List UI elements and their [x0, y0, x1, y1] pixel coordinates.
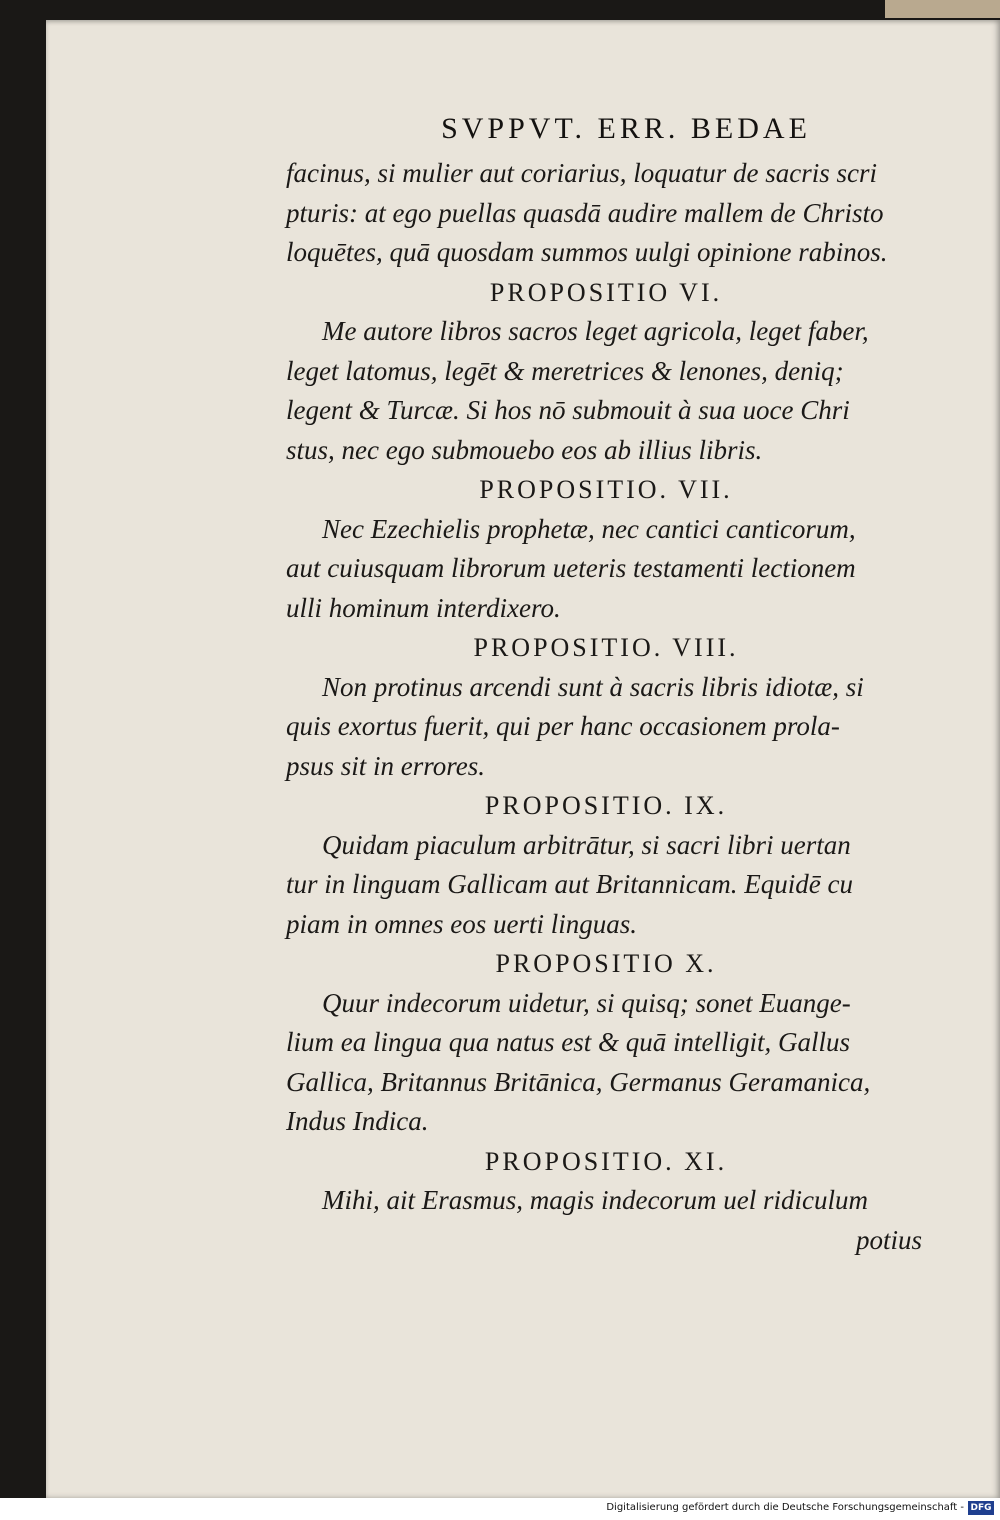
page-edge: [885, 0, 1000, 18]
text-line: ulli hominum interdixero.: [286, 592, 561, 623]
text-line: Quidam piaculum arbitrātur, si sacri libri uertan: [322, 829, 851, 860]
text-line: Non protinus arcendi sunt à sacris libris idiotæ, si: [322, 671, 864, 702]
text-line: Me autore libros sacros leget agricola, leget faber,: [322, 316, 869, 346]
proposition-heading: PROPOSITIO VI.: [489, 277, 723, 307]
running-head: SVPPVT. ERR. BEDAE: [441, 112, 811, 145]
proposition-heading: PROPOSITIO. XI.: [484, 1146, 728, 1176]
proposition-heading: PROPOSITIO. VIII.: [473, 633, 739, 662]
footer-bar: [0, 1498, 1000, 1520]
text-line: aut cuiusquam librorum ueteris testamenti lectionem: [286, 553, 856, 583]
text-line: facinus, si mulier aut coriarius, loquatur de sacris scri: [286, 158, 878, 188]
text-line: Quur indecorum uidetur, si quisq; sonet Euange-: [322, 987, 851, 1018]
text-line: loquētes, quā quosdam summos uulgi opinione rabinos.: [286, 237, 888, 267]
text-line: leget latomus, legēt & meretrices & lenones, deniq;: [286, 355, 844, 386]
text-line: Indus Indica.: [286, 1106, 429, 1136]
text-line: lium ea lingua qua natus est & quā intelligit, Gallus: [286, 1027, 850, 1057]
text-lines: [286, 154, 926, 1260]
page-text-block: [286, 112, 926, 1260]
dfg-logo-icon: DFG: [968, 1501, 994, 1515]
proposition-heading: PROPOSITIO. VII.: [479, 475, 733, 504]
text-line: stus, nec ego submouebo eos ab illius libris.: [286, 434, 763, 465]
text-line: tur in linguam Gallicam aut Britannicam. Equidē cu: [286, 869, 853, 899]
footer-credit: Digitalisierung gefördert durch die Deutsche Forschungsgemeinschaft -: [606, 1502, 964, 1513]
catchword: potius: [855, 1224, 922, 1255]
proposition-heading: PROPOSITIO. IX.: [484, 791, 728, 820]
text-line: Gallica, Britannus Britānica, Germanus Geramanica,: [286, 1066, 871, 1097]
text-line: legent & Turcæ. Si hos nō submouit à sua uoce Chri: [286, 395, 850, 425]
proposition-heading: PROPOSITIO X.: [495, 949, 717, 978]
text-line: Nec Ezechielis prophetæ, nec cantici canticorum,: [322, 513, 856, 544]
text-line: psus sit in errores.: [286, 750, 486, 781]
text-line: quis exortus fuerit, qui per hanc occasionem prola-: [286, 711, 840, 741]
text-line: Mihi, ait Erasmus, magis indecorum uel ridiculum: [322, 1185, 868, 1215]
text-line: pturis: at ego puellas quasdā audire mallem de Christo: [286, 197, 884, 228]
text-line: piam in omnes eos uerti linguas.: [286, 908, 637, 939]
